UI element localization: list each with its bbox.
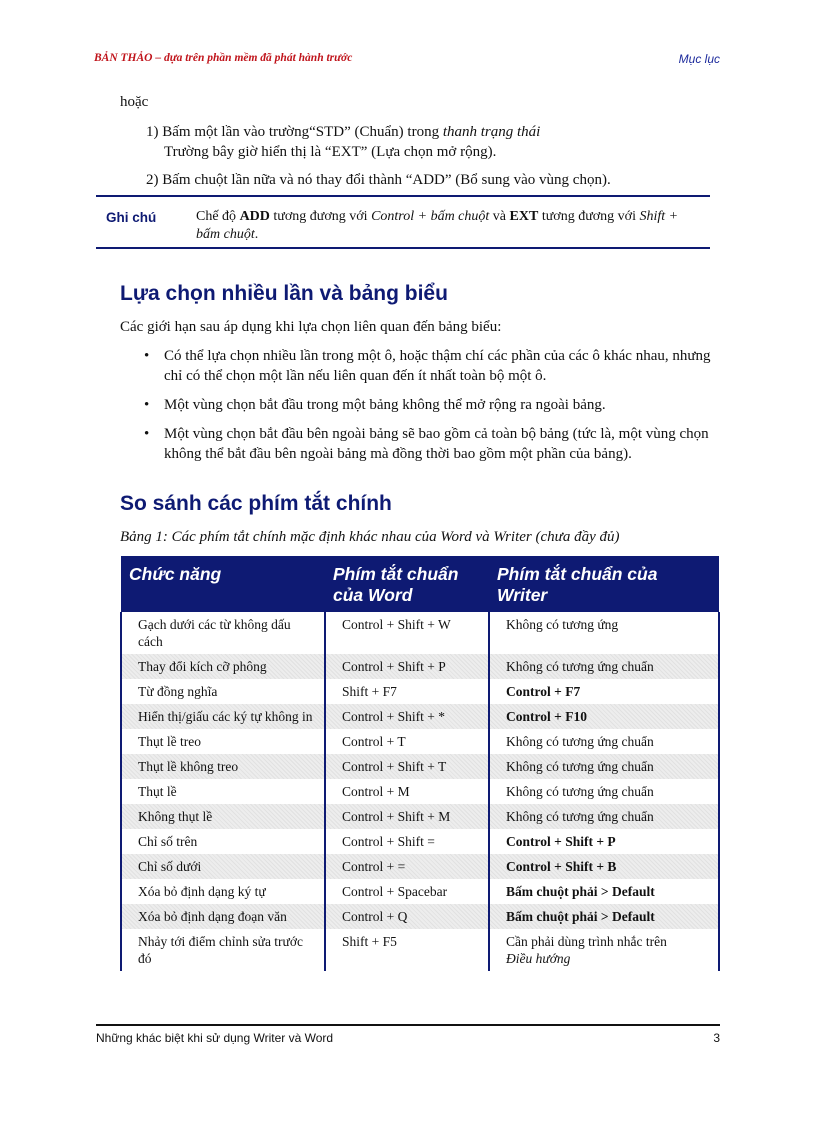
- cell-word: Control + Shift =: [325, 829, 489, 854]
- section-intro: Các giới hạn sau áp dụng khi lựa chọn liên quan đến bảng biểu:: [120, 319, 502, 335]
- page-number: 3: [713, 1031, 720, 1045]
- note-shift-click: Shift + bấm chuột: [196, 209, 679, 242]
- bullet-text: Một vùng chọn bắt đầu trong một bảng không thể mở rộng ra ngoài bảng.: [164, 397, 606, 413]
- cell-word: Control + Shift + W: [325, 612, 489, 654]
- bullet-dot: •: [144, 397, 150, 413]
- cell-writer: Control + F10: [489, 704, 719, 729]
- note-add-mode: ADD: [239, 209, 270, 224]
- cell-function: Chỉ số dưới: [121, 854, 325, 879]
- cell-function: Nhảy tới điểm chỉnh sửa trước đó: [121, 929, 325, 971]
- bullet-dot: •: [144, 348, 150, 364]
- cell-function: Thụt lề treo: [121, 729, 325, 754]
- navigator-term: Điều hướng: [506, 951, 571, 966]
- footer-title: Những khác biệt khi sử dụng Writer và Word: [96, 1031, 334, 1045]
- note-label: Ghi chú: [106, 210, 157, 225]
- cell-function: Thay đổi kích cỡ phông: [121, 654, 325, 679]
- step-2: 2) Bấm chuột lần nữa và nó thay đổi thành “ADD” (Bổ sung vào vùng chọn).: [146, 172, 611, 188]
- bullet-item: [144, 346, 714, 386]
- note-part: .: [254, 227, 259, 242]
- cell-function: Thụt lề không treo: [121, 754, 325, 779]
- header-writer-shortcut: Phím tắt chuẩn của Writer: [489, 556, 719, 612]
- cell-function: Từ đồng nghĩa: [121, 679, 325, 704]
- bullet-item: [144, 395, 714, 415]
- cell-writer: Bấm chuột phải > Default: [489, 879, 719, 904]
- step-1-detail: Trường bây giờ hiển thị là “EXT” (Lựa chọn mở rộng).: [164, 144, 497, 160]
- cell-writer-text: Cần phải dùng trình nhắc trên: [506, 934, 667, 949]
- table-header-row: [121, 556, 719, 612]
- cell-writer: Bấm chuột phải > Default: [489, 904, 719, 929]
- cell-function: Xóa bỏ định dạng đoạn văn: [121, 904, 325, 929]
- cell-writer: Không có tương ứng chuẩn: [489, 804, 719, 829]
- note-part: tương đương với: [269, 209, 372, 224]
- cell-writer: Control + F7: [489, 679, 719, 704]
- table-row: [121, 854, 719, 879]
- cell-word: Control + =: [325, 854, 489, 879]
- table-row: [121, 704, 719, 729]
- table-row: [121, 879, 719, 904]
- step-1: [146, 122, 540, 162]
- running-header-title: BẢN THẢO – dựa trên phần mềm đã phát hành trước: [94, 52, 353, 64]
- bullet-text: Một vùng chọn bắt đầu bên ngoài bảng sẽ bao gồm cả toàn bộ bảng (tức là, một vùng chọn không thể bắt đầu bên ngoài bảng mà đồng thời bao gồm một phần của bảng).: [164, 426, 709, 462]
- note-control-click: Control + bấm chuột: [371, 209, 490, 224]
- cell-writer: Control + Shift + B: [489, 854, 719, 879]
- cell-writer: [489, 929, 719, 971]
- table-caption: Bảng 1: Các phím tắt chính mặc định khác nhau của Word và Writer (chưa đầy đủ): [120, 529, 620, 545]
- table-row: [121, 829, 719, 854]
- table-row: [121, 612, 719, 654]
- table-row: [121, 679, 719, 704]
- cell-word: Control + M: [325, 779, 489, 804]
- note-part: và: [489, 209, 510, 224]
- cell-word: Control + Shift + M: [325, 804, 489, 829]
- header-word-shortcut: Phím tắt chuẩn của Word: [325, 556, 489, 612]
- cell-writer: Không có tương ứng chuẩn: [489, 779, 719, 804]
- cell-function: Không thụt lề: [121, 804, 325, 829]
- cell-writer: Không có tương ứng: [489, 612, 719, 654]
- note-part: tương đương với: [538, 209, 640, 224]
- section-title-selection-tables: Lựa chọn nhiều lần và bảng biểu: [120, 282, 448, 305]
- cell-function: Hiển thị/giấu các ký tự không in: [121, 704, 325, 729]
- table-row: [121, 779, 719, 804]
- header-function: Chức năng: [121, 556, 325, 612]
- cell-function: Xóa bỏ định dạng ký tự: [121, 879, 325, 904]
- bullet-dot: •: [144, 426, 150, 442]
- or-word: hoặc: [120, 94, 149, 110]
- status-bar-term: thanh trạng thái: [442, 124, 541, 140]
- note-part: Chế độ: [196, 209, 240, 224]
- cell-function: Gạch dưới các từ không dấu cách: [121, 612, 325, 654]
- step-1-text: 1) Bấm một lần vào trường“STD” (Chuẩn) trong: [146, 124, 443, 140]
- cell-writer: Không có tương ứng chuẩn: [489, 754, 719, 779]
- running-header-section: Mục lục: [678, 52, 720, 66]
- cell-word: Control + Shift + T: [325, 754, 489, 779]
- cell-word: Control + Q: [325, 904, 489, 929]
- table-row: [121, 654, 719, 679]
- cell-word: Control + Spacebar: [325, 879, 489, 904]
- cell-word: Control + T: [325, 729, 489, 754]
- table-row: [121, 729, 719, 754]
- cell-function: Thụt lề: [121, 779, 325, 804]
- bullet-item: [144, 424, 714, 464]
- cell-word: Shift + F5: [325, 929, 489, 971]
- cell-writer: Không có tương ứng chuẩn: [489, 729, 719, 754]
- table-row: [121, 929, 719, 971]
- note-text: [196, 208, 702, 244]
- cell-word: Control + Shift + P: [325, 654, 489, 679]
- note-bottom-rule: [96, 247, 710, 249]
- cell-word: Shift + F7: [325, 679, 489, 704]
- cell-writer: Không có tương ứng chuẩn: [489, 654, 719, 679]
- section-title-shortcuts: So sánh các phím tắt chính: [120, 492, 392, 515]
- footer-rule: [96, 1024, 720, 1026]
- cell-function: Chỉ số trên: [121, 829, 325, 854]
- table-row: [121, 804, 719, 829]
- cell-writer: Control + Shift + P: [489, 829, 719, 854]
- table-row: [121, 904, 719, 929]
- shortcut-table: [120, 556, 720, 971]
- note-ext-mode: EXT: [509, 209, 539, 224]
- bullet-text: Có thể lựa chọn nhiều lần trong một ô, hoặc thậm chí các phần của các ô khác nhau, nhưng chỉ có thể chọn một lần nếu liên quan đến ít nhất toàn bộ một ô.: [164, 348, 711, 384]
- note-top-rule: [96, 195, 710, 197]
- table-row: [121, 754, 719, 779]
- cell-word: Control + Shift + *: [325, 704, 489, 729]
